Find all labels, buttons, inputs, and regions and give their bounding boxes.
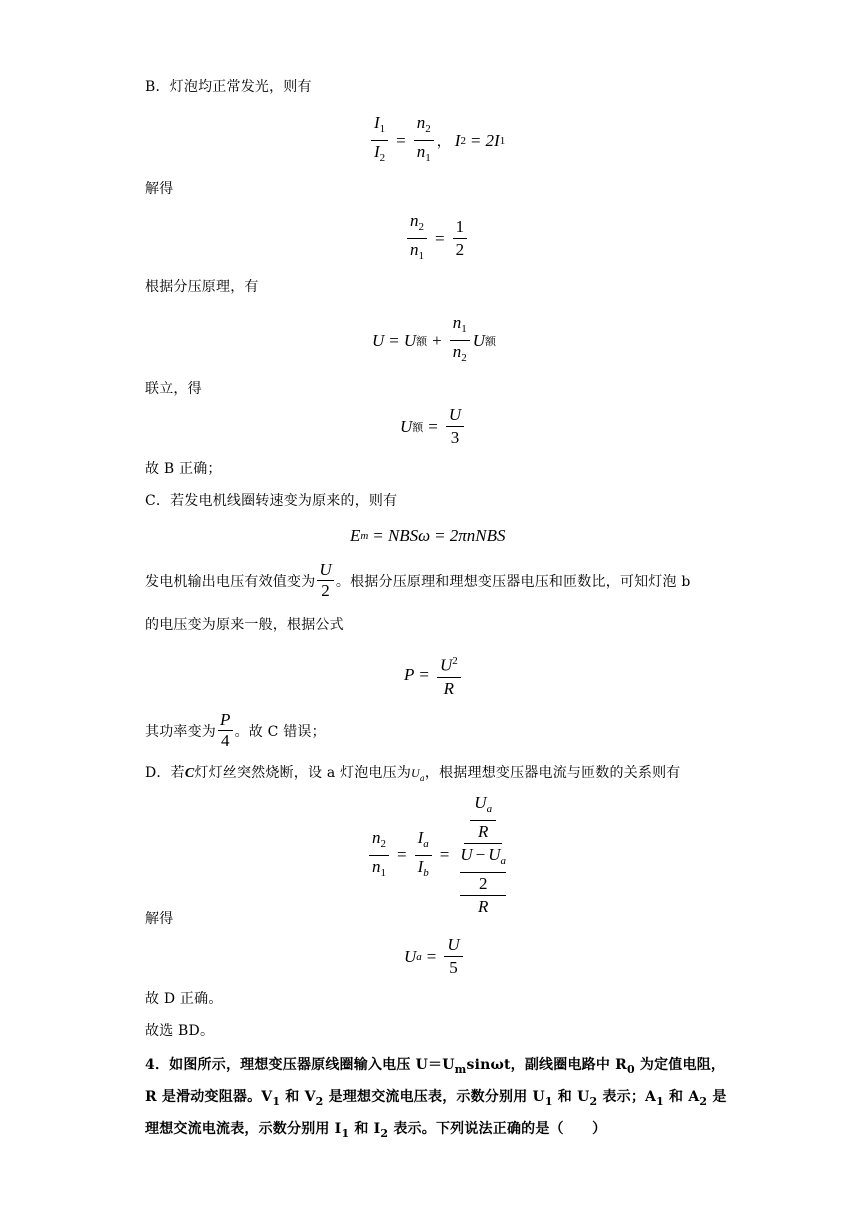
text-line: 解得 <box>145 181 174 197</box>
text-line: 解得 <box>145 911 174 927</box>
question-4-line: 理想交流电流表，示数分别用 $I_1$ 和 $I_2$ 表示。下列说法正确的是（ ） <box>145 1121 607 1140</box>
equation-ratio: $\frac{I_1}{I_2}$ = $\frac{n_2}{n_1}$ ， I 2 = 2I 1 <box>368 112 505 169</box>
equation-current-ratio: $\frac{n_2}{n_1}$ = $\frac{I_a}{I_b}$ = $U_a$ R $U - U_a$ 2 R <box>366 792 512 918</box>
equation-voltage-divider: U = U 额 + $\frac{n_1}{n_2}$ U 额 <box>372 313 497 364</box>
text-line: 发电机输出电压有效值变为 $\frac{U}{2}$ 。根据分压原理和理想变压器电压和匝数比，可知灯泡 b <box>145 560 691 600</box>
equation-ua: U a = $\frac{U}{5}$ <box>404 934 466 979</box>
text-line: 故 B 正确； <box>145 461 222 477</box>
text-line: 的电压变为原来一般，根据公式 <box>145 617 344 633</box>
text-line: 根据分压原理，有 <box>145 279 259 295</box>
equation-power: P = $\frac{U^2}{R}$ <box>404 650 464 700</box>
text-line: 其功率变为 $\frac{P}{4}$ 。故 C 错误； <box>145 710 326 750</box>
text-line: 故 D 正确。 <box>145 991 223 1007</box>
text-line: D．若C灯灯丝突然烧断，设 a 灯泡电压为$U_a$，根据理想变压器电流与匝数的关系则有 <box>145 765 681 783</box>
text-line: 联立，得 <box>145 381 202 397</box>
equation-rated-voltage: U 额 = $\frac{U}{3}$ <box>400 404 467 449</box>
equation-emf: E m = NBSω = 2πnNBS <box>350 526 506 545</box>
question-4-line: 4．如图所示，理想变压器原线圈输入电压 $U=U_m\sin\omega t$，副线圈电路中 $R_0$ 为定值电阻， <box>145 1057 726 1076</box>
text-line: B．灯泡均正常发光，则有 <box>145 79 312 95</box>
text-line: 故选 BD。 <box>145 1023 215 1039</box>
equation-turns-ratio: $\frac{n_2}{n_1}$ = $\frac{1}{2}$ <box>404 210 470 267</box>
text-line: C．若发电机线圈转速变为原来的，则有 <box>145 493 398 509</box>
question-4-line: R 是滑动变阻器。$V_1$ 和 $V_2$ 是理想交流电压表，示数分别用 $U_1$ 和 $U_2$ 表示；$A_1$ 和 $A_2$ 是 <box>145 1089 727 1108</box>
